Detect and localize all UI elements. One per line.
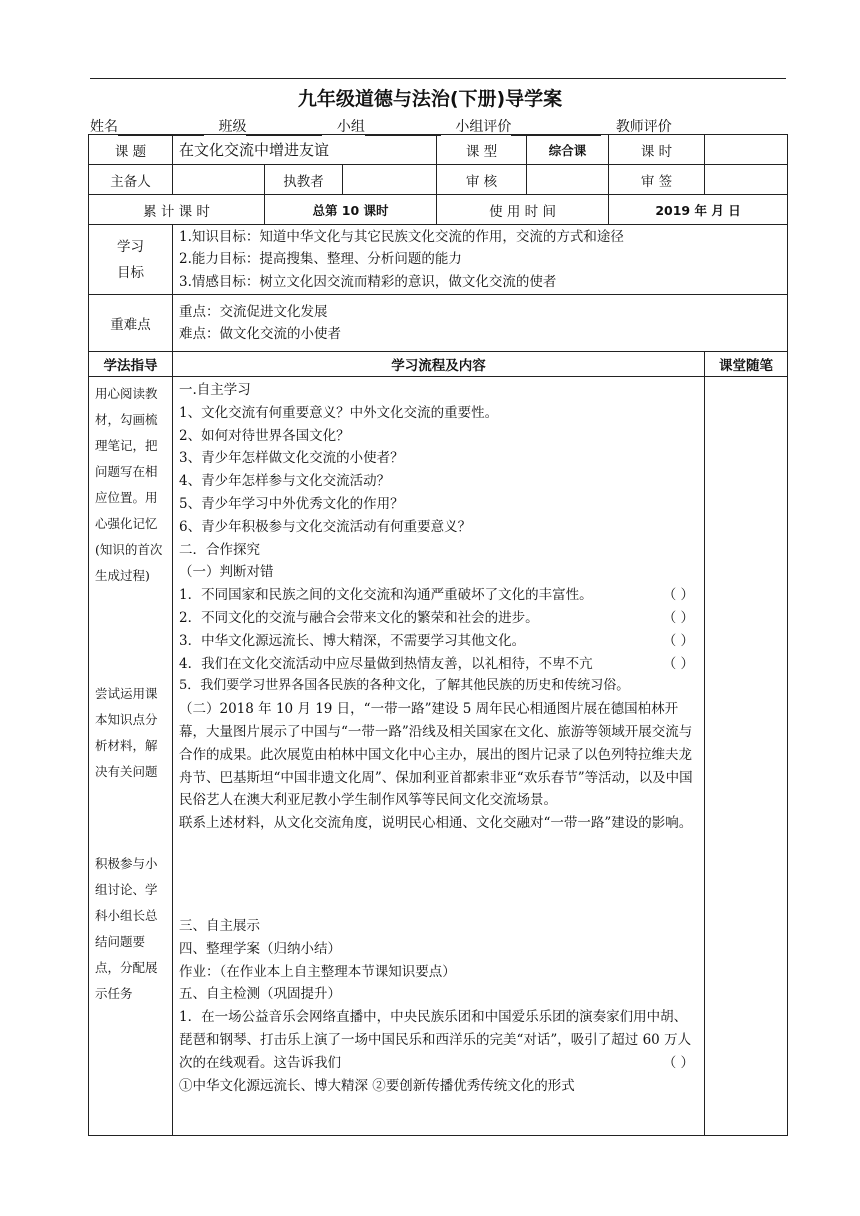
cumulative-value: 总第 10 课时	[265, 195, 437, 225]
section-summary: 四、整理学案（归纳小结）	[179, 940, 341, 957]
test-question-1-options: ①中华文化源远流长、博大精深 ②要创新传播优秀传统文化的形式	[179, 1077, 575, 1094]
answer-blank-3[interactable]: （ ）	[662, 632, 695, 649]
period-label: 课 时	[609, 135, 705, 165]
class-label: 班级	[218, 119, 247, 135]
test-question-1-text: 1．在一场公益音乐会网络直播中，中央民族乐团和中国爱乐乐团的演奏家们用中胡、琵琶和钢琴、打击乐上演了一场中国民乐和西洋乐的完美“对话”，吸引了超过 60 万人次的在线观看。这告诉我们	[179, 1009, 692, 1071]
judgement-1-text: 1．不同国家和民族之间的文化交流和沟通严重破坏了文化的丰富性。	[179, 587, 593, 604]
question-4: 4、青少年怎样参与文化交流活动？	[179, 473, 391, 490]
guide-column-header: 学法指导	[89, 352, 173, 377]
material-passage: （二）2018 年 10 月 19 日，“一带一路”建设 5 周年民心相通图片展在德国柏林开幕，大量图片展示了中国与“一带一路”沿线及相关国家在文化、旅游等领域开展交流与合作的成果。此次展览由柏林中国文化中心主办，展出的图片记录了以色列特拉维夫龙舟节、巴基斯坦“中国非遗文化周”、保加利亚首都索非亚“欢乐春节”等活动，以及中国民俗艺人在澳大利亚尼教小学生制作风筝等民间文化交流场景。	[179, 701, 693, 809]
topic-value: 在文化交流中增进友谊	[173, 135, 437, 165]
preparer-label: 主备人	[89, 165, 173, 195]
teacher-label: 执教者	[265, 165, 343, 195]
name-label: 姓名	[90, 119, 118, 135]
sign-label: 审 签	[609, 165, 705, 195]
cumulative-label: 累 计 课 时	[89, 195, 265, 225]
review-label: 审 核	[437, 165, 527, 195]
teacher-eval-label: 教师评价	[615, 119, 672, 135]
header-rule	[90, 78, 786, 79]
key-points-label: 重难点	[89, 295, 173, 352]
question-1: 1、文化交流有何重要意义？中外文化交流的重要性。	[179, 404, 499, 421]
homework-note: 作业：（在作业本上自主整理本节课知识要点）	[179, 963, 456, 980]
period-value[interactable]	[705, 135, 788, 165]
guide-column	[89, 377, 173, 1136]
teacher-value[interactable]	[343, 165, 437, 195]
section-cooperation: 二．合作探究	[179, 541, 260, 558]
judgement-2	[179, 607, 698, 630]
goals-label-line1: 学习	[117, 238, 144, 255]
lesson-table	[88, 134, 788, 1136]
date-label: 使 用 时 间	[437, 195, 609, 225]
process-content	[173, 377, 705, 1136]
sign-value[interactable]	[705, 165, 788, 195]
section-self-study: 一.自主学习	[179, 382, 251, 398]
judgement-2-text: 2．不同文化的交流与融合会带来文化的繁荣和社会的进步。	[179, 609, 539, 626]
answer-space[interactable]	[179, 835, 698, 915]
question-2: 2、如何对待世界各国文化？	[179, 427, 350, 444]
student-info-line	[90, 116, 672, 136]
test-question-1	[179, 1006, 698, 1074]
judgement-1	[179, 584, 698, 607]
section-judgement: （一）判断对错	[179, 564, 274, 581]
goal-item: 2.能力目标：提高搜集、整理、分析问题的能力	[179, 251, 462, 268]
section-presentation: 三、自主展示	[179, 917, 260, 934]
answer-blank-2[interactable]: （ ）	[662, 609, 695, 626]
review-value[interactable]	[527, 165, 609, 195]
judgement-3-text: 3．中华文化源远流长、博大精深，不需要学习其他文化。	[179, 632, 526, 649]
answer-blank-4[interactable]: （ ）	[662, 655, 695, 672]
goals-label-line2: 目标	[117, 264, 144, 281]
goals-content	[173, 225, 788, 295]
process-column-header: 学习流程及内容	[173, 352, 705, 377]
question-3: 3、青少年怎样做文化交流的小使者？	[179, 450, 404, 467]
group-label: 小组	[336, 119, 365, 135]
date-value: 2019 年 月 日	[609, 195, 788, 225]
goal-item: 1.知识目标：知道中华文化与其它民族文化交流的作用，交流的方式和途径	[179, 228, 624, 245]
material-question: 联系上述材料，从文化交流角度，说明民心相通、文化交融对“一带一路”建设的影响。	[179, 815, 693, 832]
key-points-content	[173, 295, 788, 352]
notes-column[interactable]	[705, 377, 788, 1136]
preparer-value[interactable]	[173, 165, 265, 195]
guide-note-group: 积极参与小组讨论、学科小组长总结问题要点，分配展示任务	[95, 856, 158, 1001]
notes-column-header: 课堂随笔	[705, 352, 788, 377]
type-label: 课 型	[437, 135, 527, 165]
judgement-5: 5．我们要学习世界各国各民族的各种文化，了解其他民族的历史和传统习俗。	[179, 678, 630, 694]
key-point-item: 重点：交流促进文化发展	[179, 303, 328, 320]
question-6: 6、青少年积极参与文化交流活动有何重要意义？	[179, 518, 472, 535]
key-point-item: 难点：做文化交流的小使者	[179, 326, 341, 342]
type-value: 综合课	[527, 135, 609, 165]
goals-label	[89, 225, 173, 295]
guide-note-analysis: 尝试运用课本知识点分析材料，解决有关问题	[95, 686, 158, 779]
test-answer-blank-1[interactable]: （ ）	[662, 1054, 695, 1071]
judgement-4-text: 4．我们在文化交流活动中应尽量做到热情友善，以礼相待，不卑不亢	[179, 655, 593, 672]
page-title: 九年级道德与法治(下册)导学案	[297, 88, 563, 110]
group-eval-label: 小组评价	[455, 119, 512, 135]
topic-label: 课 题	[89, 135, 173, 165]
section-self-test: 五、自主检测（巩固提升）	[179, 986, 341, 1003]
judgement-3	[179, 630, 698, 653]
goal-item: 3.情感目标：树立文化因交流而精彩的意识，做文化交流的使者	[179, 273, 557, 290]
answer-blank-1[interactable]: （ ）	[662, 587, 695, 604]
guide-note-reading: 用心阅读教材，勾画梳理笔记，把问题写在相应位置。用心强化记忆(知识的首次生成过程)	[95, 386, 163, 583]
judgement-4	[179, 653, 698, 676]
question-5: 5、青少年学习中外优秀文化的作用？	[179, 495, 404, 512]
